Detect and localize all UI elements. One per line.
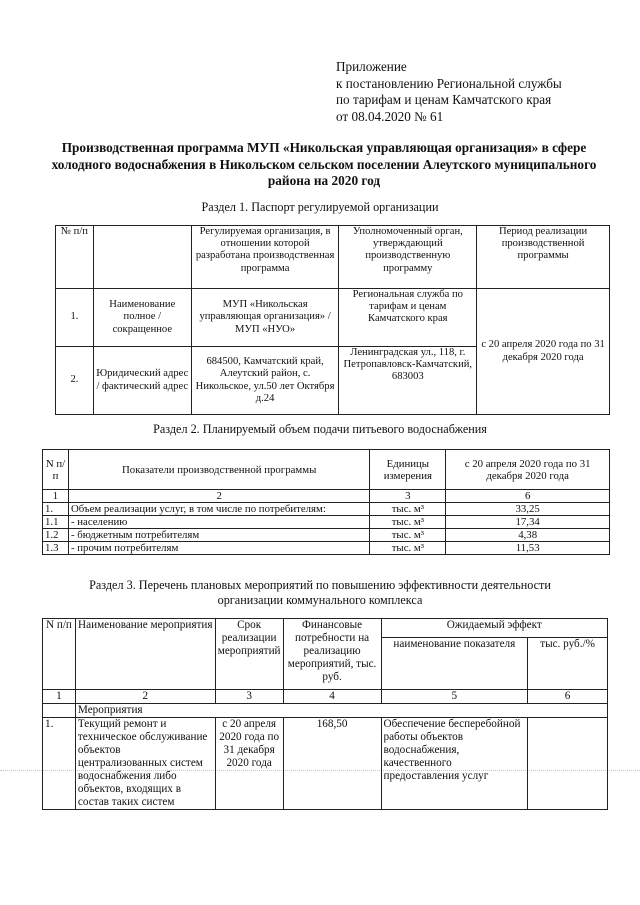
- row-finance: 168,50: [283, 718, 381, 810]
- appendix-block: [336, 59, 562, 125]
- index-cell: 6: [446, 490, 610, 503]
- header-unit: Единицы измерения: [370, 450, 446, 490]
- index-cell: 5: [381, 690, 528, 704]
- row-name: - населению: [68, 516, 369, 529]
- row-name: Объем реализации услуг, в том числе по потребителям:: [68, 503, 369, 516]
- row-unit: тыс. м³: [370, 529, 446, 542]
- table-row: [43, 542, 610, 555]
- table-row: [43, 503, 610, 516]
- period-value: с 20 апреля 2020 года по 31 декабря 2020 года: [477, 289, 610, 415]
- section2-heading: Раздел 2. Планируемый объем подачи питьевого водоснабжения: [153, 422, 487, 436]
- row-unit: тыс. м³: [370, 542, 446, 555]
- row-value: 4,38: [446, 529, 610, 542]
- index-cell: 3: [215, 690, 283, 704]
- header-effect-name: наименование показателя: [381, 638, 528, 690]
- index-cell: 6: [528, 690, 608, 704]
- row-value: 11,53: [446, 542, 610, 555]
- section2-table: [42, 449, 610, 555]
- appendix-line: от 08.04.2020 № 61: [336, 108, 444, 124]
- header-period: с 20 апреля 2020 года по 31 декабря 2020 года: [446, 450, 610, 490]
- row-effect: Обеспечение бесперебойной работы объектов водоснабжения, качественного предоставления услуг: [381, 718, 528, 810]
- row-name: Текущий ремонт и техническое обслуживание объектов централизованных систем водоснабжения либо объектов, входящих в состав таких систем: [75, 718, 215, 810]
- empty-cell: [43, 704, 76, 718]
- header-effect-value: тыс. руб./%: [528, 638, 608, 690]
- org-address: 684500, Камчатский край, Алеутский район, с. Никольское, ул.50 лет Октября д.24: [191, 347, 339, 415]
- index-cell: 3: [370, 490, 446, 503]
- row-unit: тыс. м³: [370, 516, 446, 529]
- row-name: - бюджетным потребителям: [68, 529, 369, 542]
- section3-table: [42, 618, 608, 810]
- row-num: 1.2: [43, 529, 69, 542]
- row-term: с 20 апреля 2020 года по 31 декабря 2020 года: [215, 718, 283, 810]
- row-num: 1.: [56, 289, 94, 347]
- row-num: 1.3: [43, 542, 69, 555]
- index-cell: 2: [68, 490, 369, 503]
- header-name: Наименование мероприятия: [75, 619, 215, 690]
- table-row: [43, 529, 610, 542]
- appendix-line: по тарифам и ценам Камчатского края: [336, 92, 552, 107]
- row-effect-value: [528, 718, 608, 810]
- group-label: Мероприятия: [75, 704, 607, 718]
- header-num: N п/п: [43, 619, 76, 690]
- header-num: N п/п: [43, 450, 69, 490]
- table-row: [43, 718, 608, 810]
- row-num: 1.: [43, 503, 69, 516]
- row-unit: тыс. м³: [370, 503, 446, 516]
- header-period: Период реализации производственной программы: [477, 226, 610, 289]
- row-label: Юридический адрес / фактический адрес: [93, 347, 191, 415]
- header-empty: [93, 226, 191, 289]
- header-indicator: Показатели производственной программы: [68, 450, 369, 490]
- row-value: 33,25: [446, 503, 610, 516]
- section3-heading-line: Раздел 3. Перечень плановых мероприятий по повышению эффективности деятельности: [89, 578, 551, 592]
- document-title: Производственная программа МУП «Никольская управляющая организация» в сфере холодного водоснабжения в Никольском сельском поселении Алеутского муниципального района на 2020 год: [51, 140, 597, 188]
- authority-address: Ленинградская ул., 118, г. Петропавловск-Камчатский, 683003: [339, 347, 477, 415]
- index-cell: 1: [43, 490, 69, 503]
- header-term: Срок реализации мероприятий: [215, 619, 283, 690]
- section1-table: [55, 225, 610, 415]
- header-num: № п/п: [56, 226, 94, 289]
- index-cell: 2: [75, 690, 215, 704]
- section1-heading: Раздел 1. Паспорт регулируемой организации: [201, 200, 439, 214]
- index-cell: 1: [43, 690, 76, 704]
- row-num: 1.1: [43, 516, 69, 529]
- authority-name: Региональная служба по тарифам и ценам Камчатского края: [339, 289, 477, 347]
- row-label: Наименование полное / сокращенное: [93, 289, 191, 347]
- table-row: [43, 516, 610, 529]
- appendix-line: Приложение: [336, 59, 407, 74]
- header-authority: Уполномоченный орган, утверждающий производственную программу: [339, 226, 477, 289]
- header-org: Регулируемая организация, в отношении которой разработана производственная программа: [191, 226, 339, 289]
- org-name: МУП «Никольская управляющая организация» / МУП «НУО»: [191, 289, 339, 347]
- row-num: 1.: [43, 718, 76, 810]
- row-name: - прочим потребителям: [68, 542, 369, 555]
- appendix-line: к постановлению Региональной службы: [336, 75, 562, 91]
- row-value: 17,34: [446, 516, 610, 529]
- index-cell: 4: [283, 690, 381, 704]
- header-effect: Ожидаемый эффект: [381, 619, 608, 638]
- row-num: 2.: [56, 347, 94, 415]
- section3-heading-line: организации коммунального комплекса: [217, 592, 423, 607]
- section3-heading: [0, 578, 640, 607]
- header-finance: Финансовые потребности на реализацию мероприятий, тыс. руб.: [283, 619, 381, 690]
